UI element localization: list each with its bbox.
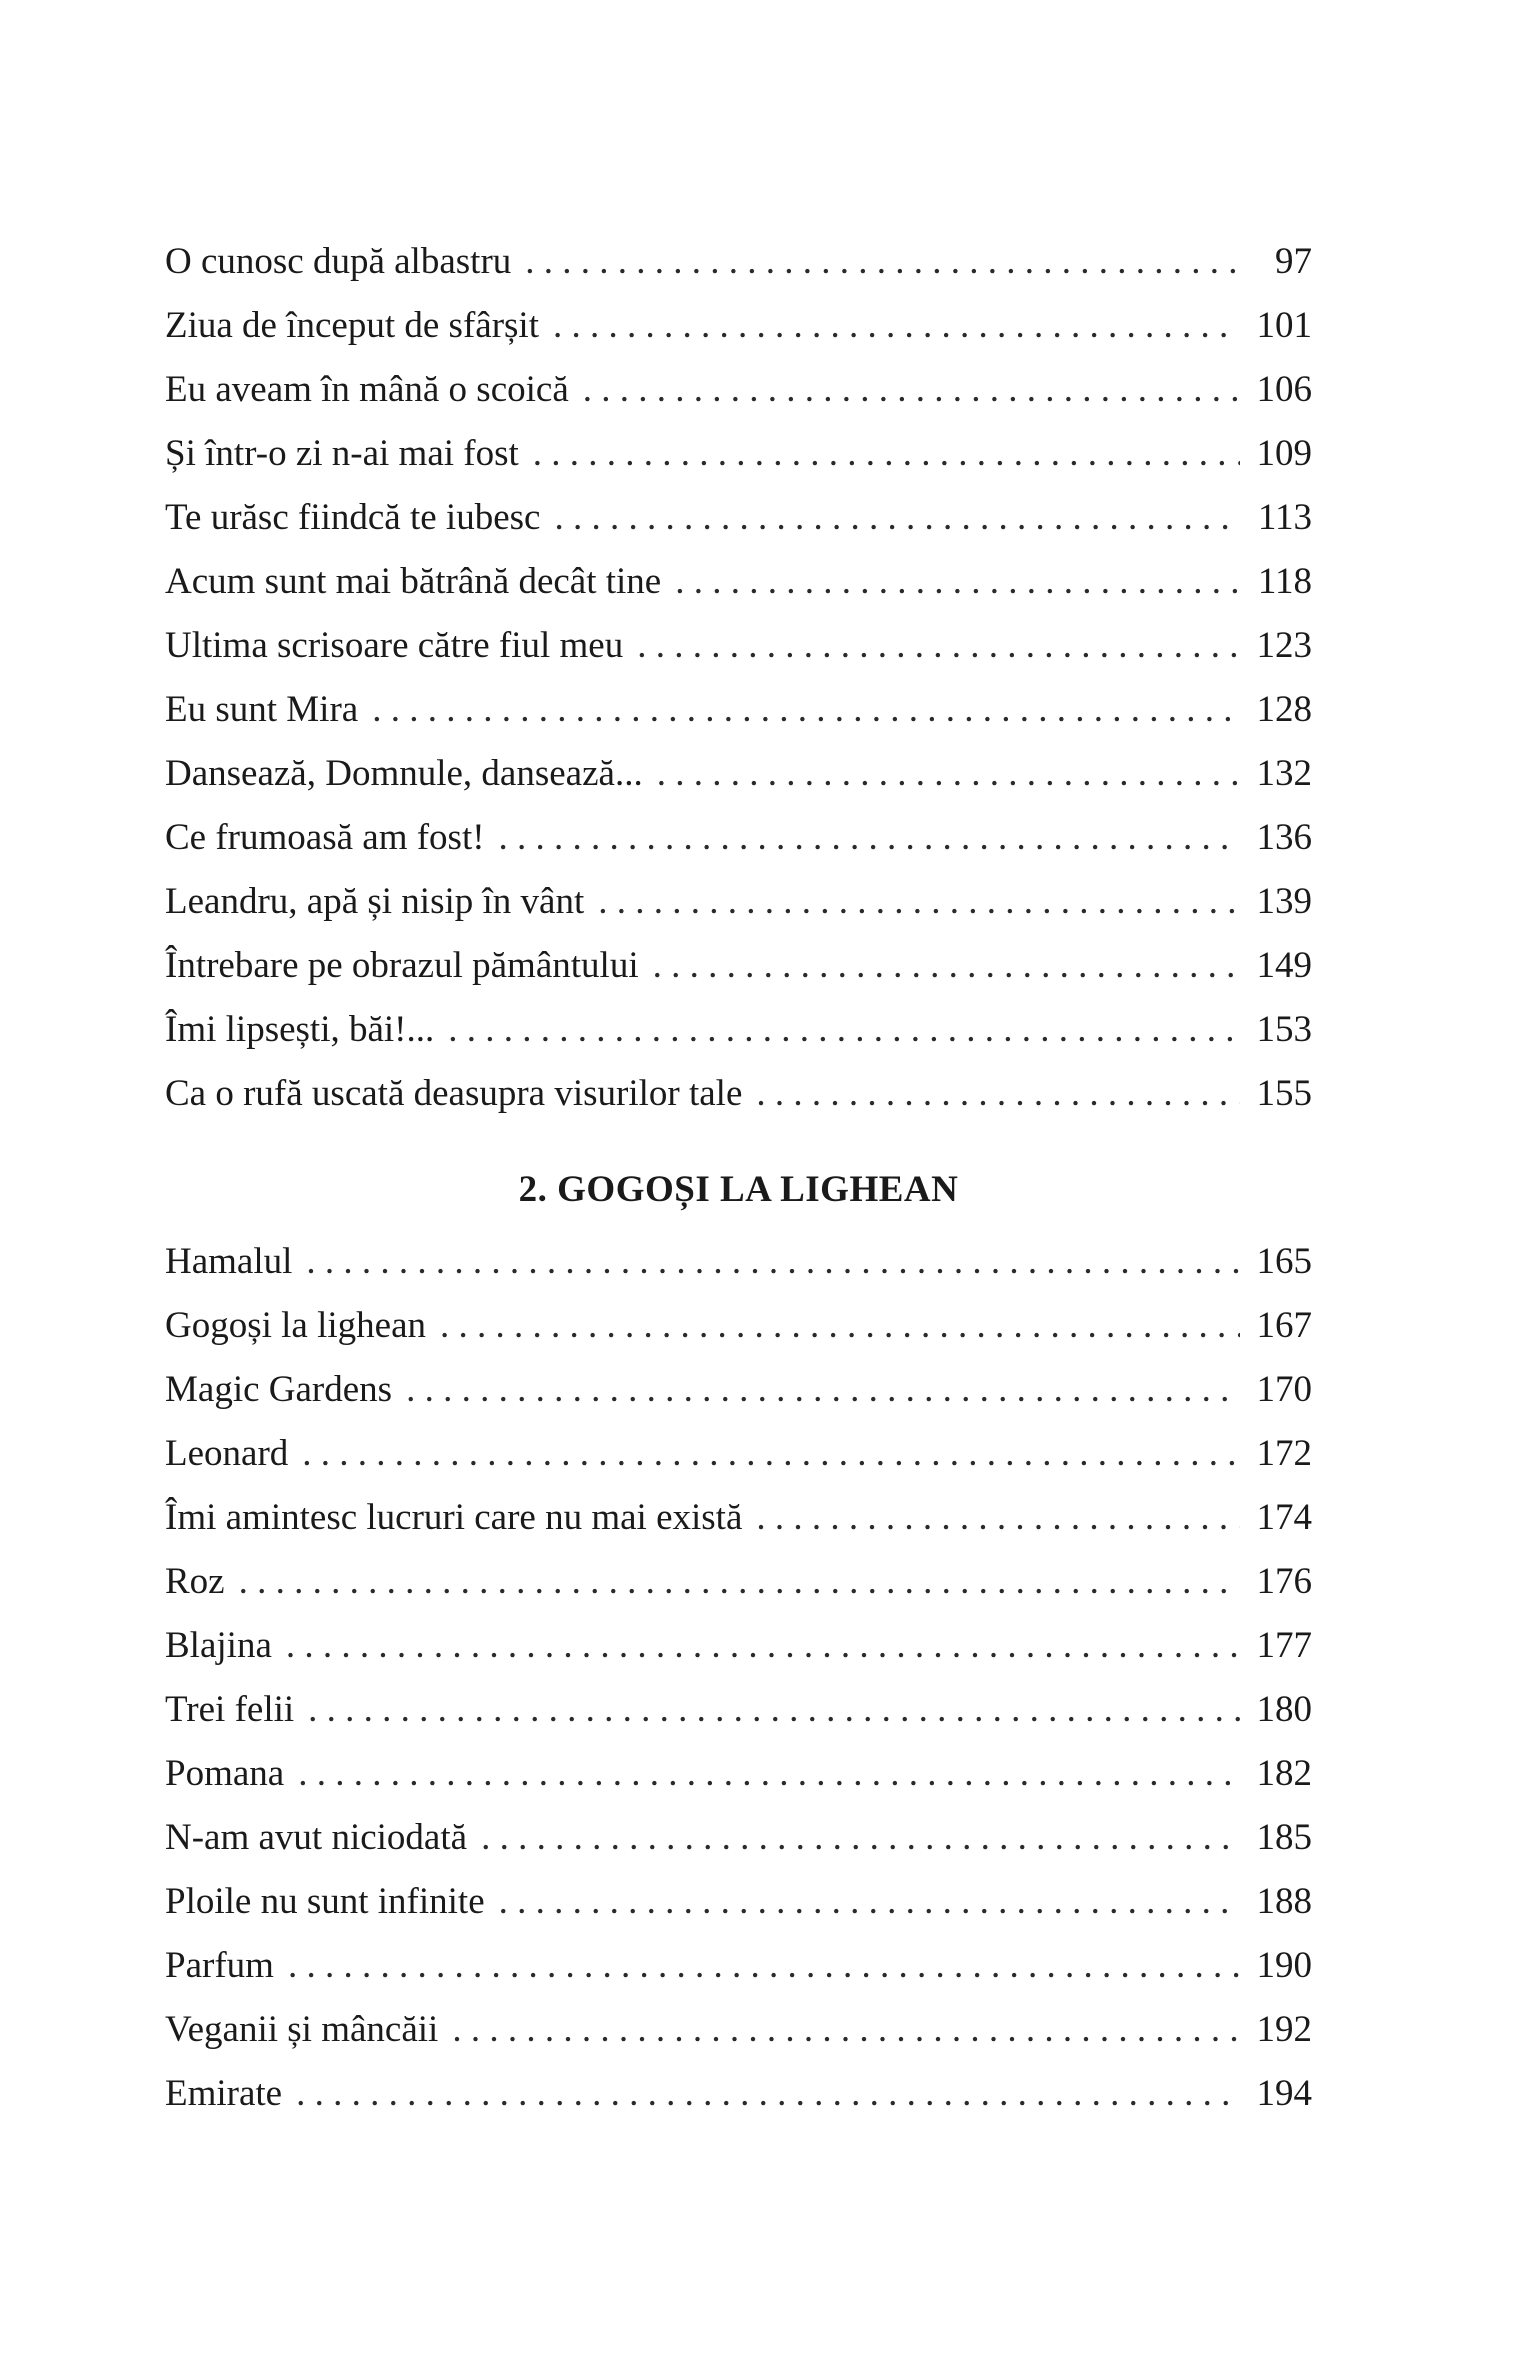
toc-entry-page: 192 [1256,2009,1312,2050]
dot-leader [499,1870,1240,1934]
toc-entry-page: 123 [1256,625,1312,666]
toc-entry[interactable] [165,2062,1312,2126]
toc-entry[interactable] [165,1486,1312,1550]
toc-entry-title: Acum sunt mai bătrână decât tine [165,561,662,602]
section-heading: 2. GOGOȘI LA LIGHEAN [518,1169,959,1210]
toc-entry[interactable] [165,294,1312,358]
toc-entry-title: Parfum [165,1945,274,1986]
toc-entry-page: 188 [1256,1881,1312,1922]
dot-leader [239,1550,1240,1614]
dot-leader [286,1614,1240,1678]
dot-leader [598,870,1240,934]
toc-entry-title: Blajina [165,1625,272,1666]
toc-entry-title: Trei felii [165,1689,295,1730]
dot-leader [653,934,1240,998]
toc-entry-page: 101 [1256,305,1312,346]
toc-entry-title: Leandru, apă și nisip în vânt [165,881,585,922]
dot-leader [302,1422,1240,1486]
dot-leader [406,1358,1240,1422]
toc-entry-title: Pomana [165,1753,285,1794]
toc-entry-title: O cunosc după albastru [165,241,512,282]
toc-entry-page: 185 [1256,1817,1312,1858]
toc-entry[interactable] [165,678,1312,742]
dot-leader [675,550,1240,614]
toc-entry-page: 177 [1256,1625,1312,1666]
toc-entry-title: Eu sunt Mira [165,689,359,730]
toc-entry-page: 176 [1256,1561,1312,1602]
toc-entry[interactable] [165,1998,1312,2062]
dot-leader [554,486,1240,550]
dot-leader [481,1806,1240,1870]
toc-entry[interactable] [165,1614,1312,1678]
toc-entry-page: 167 [1256,1305,1312,1346]
dot-leader [306,1230,1240,1294]
dot-leader [452,1998,1240,2062]
toc-entry-title: Întrebare pe obrazul pământului [165,945,639,986]
toc-entry-page: 139 [1256,881,1312,922]
toc-entry-title: Și într-o zi n-ai mai fost [165,433,519,474]
dot-leader [296,2062,1240,2126]
table-of-contents [165,230,1312,2126]
dot-leader [448,998,1240,1062]
toc-entry-page: 118 [1257,561,1312,602]
dot-leader [308,1678,1240,1742]
dot-leader [372,678,1240,742]
toc-entry-page: 153 [1256,1009,1312,1050]
toc-entry[interactable] [165,1062,1312,1126]
toc-entry[interactable] [165,1870,1312,1934]
dot-leader [525,230,1240,294]
toc-entry[interactable] [165,1742,1312,1806]
toc-entry-title: Îmi amintesc lucruri care nu mai există [165,1497,743,1538]
toc-entry-page: 182 [1256,1753,1312,1794]
dot-leader [756,1486,1240,1550]
toc-entry[interactable] [165,998,1312,1062]
toc-entry-page: 194 [1256,2073,1312,2114]
dot-leader [440,1294,1240,1358]
dot-leader [533,422,1240,486]
toc-entry[interactable] [165,614,1312,678]
toc-entry-title: Ce frumoasă am fost! [165,817,485,858]
toc-entry-page: 174 [1256,1497,1312,1538]
toc-entry-title: N-am avut niciodată [165,1817,468,1858]
dot-leader [756,1062,1240,1126]
toc-entry[interactable] [165,806,1312,870]
toc-entry-title: Dansează, Domnule, dansează... [165,753,643,794]
dot-leader [499,806,1240,870]
toc-entry[interactable] [165,422,1312,486]
toc-entry-title: Gogoși la lighean [165,1305,427,1346]
toc-entry-title: Leonard [165,1433,289,1474]
toc-entry-title: Roz [165,1561,225,1602]
toc-entry-page: 190 [1256,1945,1312,1986]
toc-entry[interactable] [165,550,1312,614]
toc-entry-page: 136 [1256,817,1312,858]
toc-section-2 [165,1230,1312,2126]
toc-entry-page: 172 [1256,1433,1312,1474]
toc-entry-page: 180 [1256,1689,1312,1730]
toc-entry-page: 132 [1256,753,1312,794]
toc-entry-page: 128 [1256,689,1312,730]
toc-entry-page: 165 [1256,1241,1312,1282]
toc-entry[interactable] [165,1678,1312,1742]
dot-leader [583,358,1240,422]
toc-entry-title: Magic Gardens [165,1369,393,1410]
toc-entry-title: Ultima scrisoare către fiul meu [165,625,624,666]
toc-entry-title: Te urăsc fiindcă te iubesc [165,497,541,538]
dot-leader [637,614,1240,678]
toc-entry-page: 109 [1256,433,1312,474]
toc-entry[interactable] [165,1550,1312,1614]
dot-leader [657,742,1240,806]
toc-entry[interactable] [165,742,1312,806]
toc-entry-page: 97 [1275,241,1312,282]
toc-entry-title: Veganii și mâncăii [165,2009,439,2050]
toc-entry[interactable] [165,1358,1312,1422]
toc-entry-page: 149 [1256,945,1312,986]
toc-entry[interactable] [165,1934,1312,1998]
dot-leader [553,294,1240,358]
toc-entry-page: 170 [1256,1369,1312,1410]
toc-entry-title: Ploile nu sunt infinite [165,1881,485,1922]
toc-entry-title: Hamalul [165,1241,293,1282]
toc-entry-title: Îmi lipsești, băi!... [165,1009,435,1050]
toc-entry[interactable] [165,1422,1312,1486]
toc-entry-title: Ca o rufă uscată deasupra visurilor tale [165,1073,743,1114]
toc-entry-title: Ziua de început de sfârșit [165,305,539,346]
toc-entry-page: 113 [1257,497,1312,538]
toc-entry[interactable] [165,486,1312,550]
toc-entry[interactable] [165,870,1312,934]
toc-entry[interactable] [165,1294,1312,1358]
dot-leader [298,1742,1240,1806]
toc-entry[interactable] [165,934,1312,998]
toc-entry-page: 106 [1256,369,1312,410]
dot-leader [288,1934,1240,1998]
toc-entry[interactable] [165,358,1312,422]
toc-section-1 [165,230,1312,1126]
toc-entry[interactable] [165,1806,1312,1870]
toc-entry-page: 155 [1256,1073,1312,1114]
toc-entry[interactable] [165,1230,1312,1294]
toc-entry-title: Emirate [165,2073,283,2114]
toc-entry[interactable] [165,230,1312,294]
toc-entry-title: Eu aveam în mână o scoică [165,369,569,410]
